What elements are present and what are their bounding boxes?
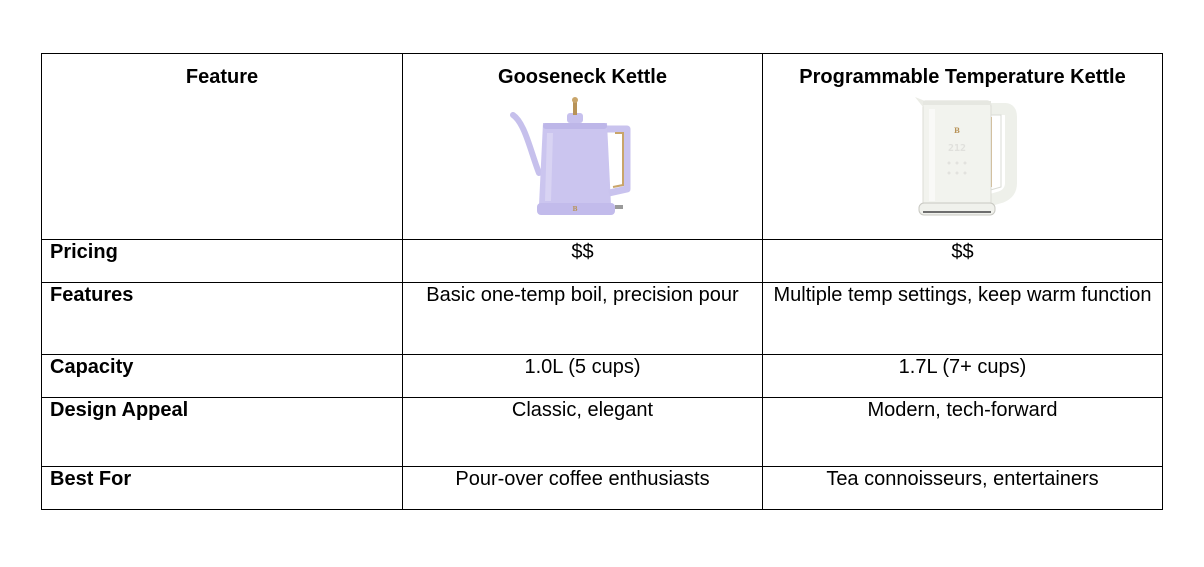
header-gooseneck [403,54,763,240]
badge-icon: B [571,206,578,213]
table-row [42,283,1163,355]
header-programmable [763,54,1163,240]
cell-gooseneck-pricing: $$ [403,240,763,283]
badge-icon: B [953,126,960,135]
cell-gooseneck-features: Basic one-temp boil, precision pour [403,283,763,355]
cell-gooseneck-capacity: 1.0L (5 cups) [403,355,763,398]
row-label-capacity: Capacity [42,355,403,398]
cell-programmable-design-appeal: Modern, tech-forward [763,398,1163,467]
cell-programmable-capacity: 1.7L (7+ cups) [763,355,1163,398]
cell-programmable-best-for: Tea connoisseurs, entertainers [763,467,1163,510]
comparison-table [41,53,1163,510]
electric-kettle-image [883,93,1043,223]
cell-gooseneck-best-for: Pour-over coffee enthusiasts [403,467,763,510]
table-row [42,240,1163,283]
row-label-design-appeal: Design Appeal [42,398,403,467]
gooseneck-kettle-image [503,93,663,223]
header-programmable-label: Programmable Temperature Kettle [799,66,1126,88]
cell-gooseneck-design-appeal: Classic, elegant [403,398,763,467]
table-row [42,398,1163,467]
temperature-display: 212 [947,143,966,154]
cell-programmable-pricing: $$ [763,240,1163,283]
table-header-row [42,54,1163,240]
header-feature: Feature [42,54,403,240]
cell-programmable-features: Multiple temp settings, keep warm function [763,283,1163,355]
row-label-pricing: Pricing [42,240,403,283]
header-gooseneck-label: Gooseneck Kettle [498,66,667,88]
row-label-best-for: Best For [42,467,403,510]
table-row [42,355,1163,398]
table-row [42,467,1163,510]
row-label-features: Features [42,283,403,355]
